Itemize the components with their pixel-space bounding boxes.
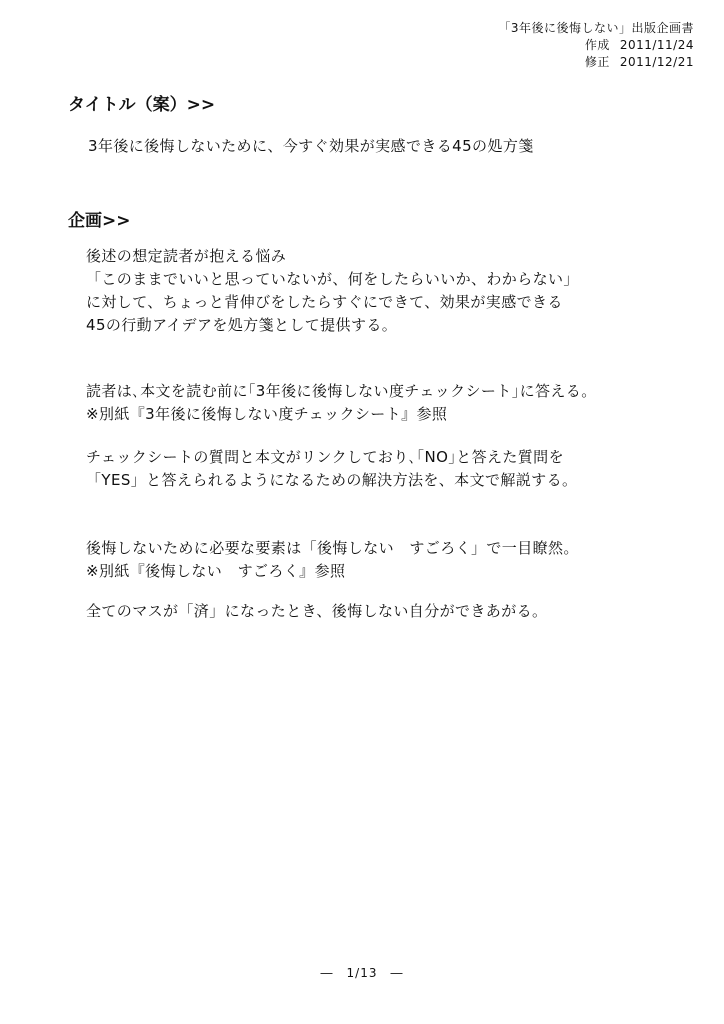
paragraph-line: 後悔しないために必要な要素は「後悔しない すごろく」で一目瞭然。	[86, 539, 579, 557]
plan-paragraph-4	[86, 537, 579, 583]
header-created	[498, 37, 694, 54]
document-header	[498, 20, 694, 71]
header-revised-date: 2011/12/21	[619, 55, 694, 69]
paragraph-line: 読者は､本文を読む前に｢3年後に後悔しない度チェックシート｣に答える。	[86, 382, 597, 400]
paragraph-line: 45の行動アイデアを処方箋として提供する。	[86, 316, 398, 334]
page-number: ― 1/13 ―	[320, 966, 404, 980]
header-revised	[498, 54, 694, 71]
plan-paragraph-5	[86, 600, 547, 623]
header-doc-title: 「3年後に後悔しない」出版企画書	[498, 21, 694, 35]
header-revised-label: 修正	[584, 55, 610, 69]
paragraph-line: 後述の想定読者が抱える悩み	[86, 247, 287, 265]
header-created-date: 2011/11/24	[619, 38, 694, 52]
paragraph-line: ※別紙『後悔しない すごろく』参照	[86, 562, 346, 580]
paragraph-line: に対して、ちょっと背伸びをしたらすぐにできて、効果が実感できる	[86, 293, 563, 311]
paragraph-line: ※別紙『3年後に後悔しない度チェックシート』参照	[86, 405, 448, 423]
title-section-heading: タイトル（案）>>	[68, 95, 216, 115]
paragraph-line: 「このままでいいと思っていないが、何をしたらいいか、わからない」	[86, 270, 579, 288]
plan-paragraph-2	[86, 380, 597, 426]
paragraph-line: チェックシートの質問と本文がリンクしており､｢NO｣と答えた質問を	[86, 448, 564, 466]
paragraph-line: 全てのマスが「済」になったとき、後悔しない自分ができあがる。	[86, 602, 548, 620]
plan-paragraph-3	[86, 446, 577, 492]
header-created-label: 作成	[584, 38, 610, 52]
title-text-line: 3年後に後悔しないために、今すぐ効果が実感できる45の処方箋	[88, 137, 534, 155]
paragraph-line: 「YES」と答えられるようになるための解決方法を、本文で解説する。	[86, 471, 578, 489]
plan-paragraph-1	[86, 245, 579, 337]
title-text	[88, 135, 534, 158]
plan-section-heading: 企画>>	[68, 211, 131, 231]
